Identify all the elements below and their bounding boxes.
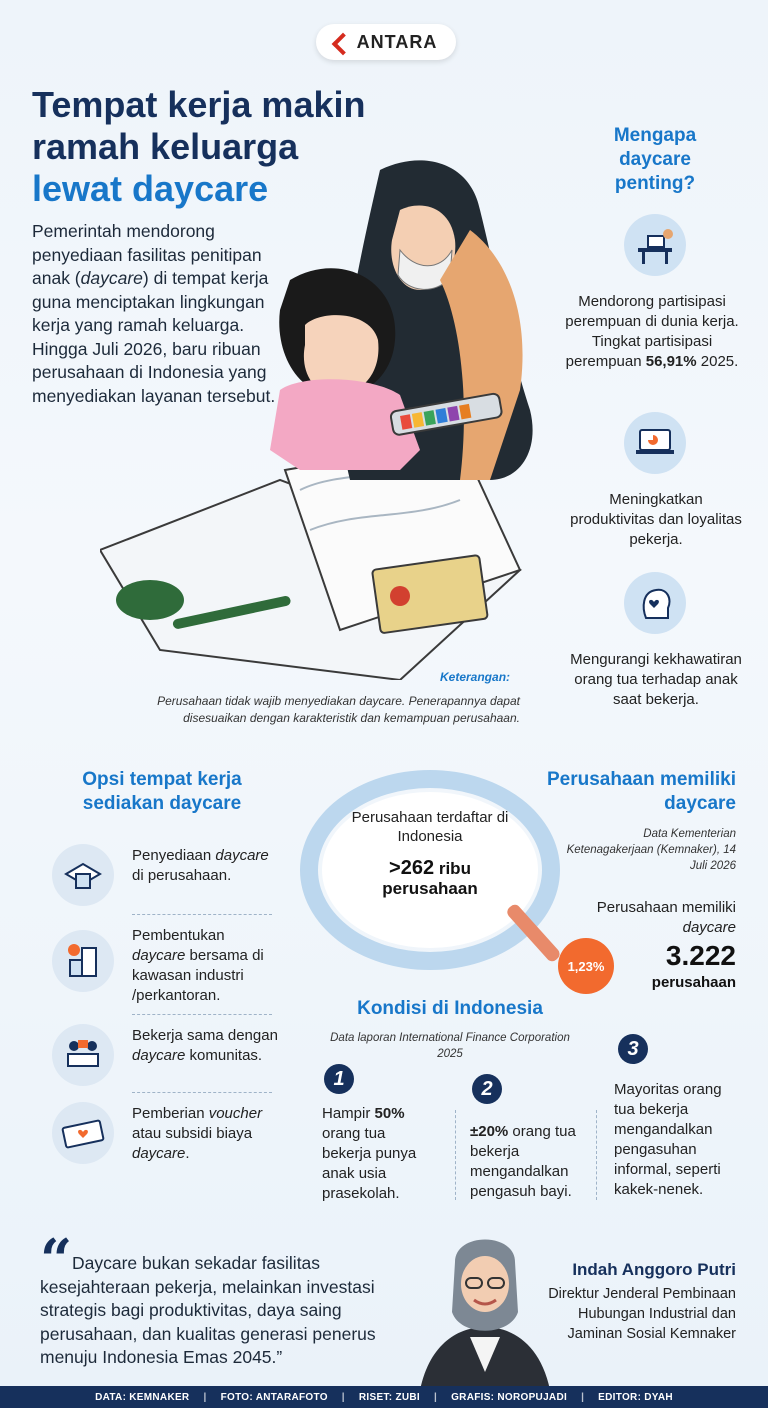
- opsi-item-3: Bekerja sama dengan daycare komunitas.: [132, 1027, 278, 1064]
- speaker-name: Indah Anggoro Putri: [572, 1260, 736, 1279]
- opsi-item-4: Pemberian voucher atau subsidi biaya daycare.: [132, 1105, 263, 1162]
- credit-research: RISET: ZUBI: [358, 1391, 420, 1403]
- kondisi-item-1: Hampir 50% orang tua bekerja punya anak usia prasekolah.: [322, 1105, 417, 1202]
- credit-graphics: GRAFIS: NOROPUJADI: [451, 1391, 568, 1403]
- why-item-2: Meningkatkan produktivitas dan loyalitas pekerja.: [570, 491, 742, 548]
- title-line-2: ramah keluarga: [32, 126, 299, 167]
- antara-logo: [316, 24, 456, 60]
- community-handshake-icon: [52, 1024, 114, 1086]
- antara-logo-icon: [331, 33, 354, 56]
- credit-photo: FOTO: ANTARAFOTO: [220, 1391, 328, 1403]
- companies-daycare-title: Perusahaan memiliki daycare: [546, 769, 736, 814]
- registered-companies-label: Perusahaan terdaftar di Indonesia: [351, 809, 509, 845]
- opsi-divider: [132, 914, 272, 915]
- opsi-item-1: Penyediaan daycare di perusahaan.: [132, 847, 269, 884]
- office-building-icon: [52, 844, 114, 906]
- quote-text: Daycare bukan sekadar fasilitas kesejahteraan pekerja, melainkan investasi strategis bagi produktivitas, daya saing perusahaan, dan kualitas generasi penerus menuju Indonesia Emas 2045.”: [40, 1253, 376, 1367]
- opsi-title: Opsi tempat kerja sediakan daycare: [82, 769, 242, 814]
- companies-daycare-label: Perusahaan memiliki daycare: [596, 899, 736, 936]
- title-line-1: Tempat kerja makin: [32, 84, 366, 125]
- opsi-divider: [132, 1014, 272, 1015]
- kondisi-title: Kondisi di Indonesia: [357, 998, 543, 1019]
- companies-daycare-unit: perusahaan: [651, 974, 736, 991]
- number-badge-2: 2: [472, 1074, 502, 1104]
- voucher-icon: [52, 1102, 114, 1164]
- credit-editor: EDITOR: DYAH: [598, 1391, 673, 1403]
- woman-at-desk-icon: [624, 214, 686, 276]
- title-line-3: lewat daycare: [32, 168, 269, 209]
- kondisi-source: Data laporan International Finance Corporation 2025: [330, 1032, 570, 1060]
- intro-paragraph: Pemerintah mendorong penyediaan fasilitas penitipan anak (daycare) di tempat kerja guna menciptakan lingkungan kerja yang ramah keluarga. Hingga Juli 2026, baru ribuan perusahaan di Indonesia yang menyediakan layanan tersebut.: [32, 221, 276, 406]
- kondisi-item-2: ±20% orang tua bekerja mengandalkan pengasuh bayi.: [470, 1123, 576, 1200]
- why-item-3: Mengurangi kekhawatiran orang tua terhadap anak saat bekerja.: [570, 651, 742, 708]
- quote-mark-icon: “: [40, 1227, 73, 1293]
- keterangan-text: Perusahaan tidak wajib menyediakan daycare. Penerapannya dapat disesuaikan dengan karakteristik dan kemampuan perusahaan.: [157, 694, 520, 725]
- industrial-area-icon: [52, 930, 114, 992]
- credits-footer: DATA: KEMNAKER | FOTO: ANTARAFOTO | RISET: ZUBI | GRAFIS: NOROPUJADI | EDITOR: DYAH: [0, 1386, 768, 1408]
- companies-daycare-source: Data Kementerian Ketenagakerjaan (Kemnaker), 14 Juli 2026: [566, 828, 736, 872]
- opsi-divider: [132, 1092, 272, 1093]
- keterangan-label: Keterangan:: [440, 670, 511, 684]
- credit-data: DATA: KEMNAKER: [95, 1391, 190, 1403]
- number-badge-3: 3: [618, 1034, 648, 1064]
- companies-daycare-value: 3.222: [665, 940, 736, 971]
- number-badge-1: 1: [324, 1064, 354, 1094]
- registered-companies-value: >262 ribu perusahaan: [382, 857, 478, 898]
- brand-name: ANTARA: [356, 31, 438, 52]
- why-daycare-title: Mengapa daycare penting?: [613, 125, 697, 194]
- percentage-badge: 1,23%: [558, 938, 614, 994]
- kondisi-divider: [596, 1110, 597, 1200]
- speaker-role: Direktur Jenderal Pembinaan Hubungan Industrial dan Jaminan Sosial Kemnaker: [548, 1286, 736, 1342]
- laptop-chart-icon: [624, 412, 686, 474]
- opsi-item-2: Pembentukan daycare bersama di kawasan industri /perkantoran.: [132, 927, 264, 1004]
- why-item-1: Mendorong partisipasi perempuan di dunia kerja. Tingkat partisipasi perempuan 56,91% 2025.: [565, 293, 739, 370]
- head-heart-icon: [624, 572, 686, 634]
- kondisi-divider: [455, 1110, 456, 1200]
- kondisi-item-3: Mayoritas orang tua bekerja mengandalkan pengasuhan informal, seperti kakek-nenek.: [614, 1081, 722, 1198]
